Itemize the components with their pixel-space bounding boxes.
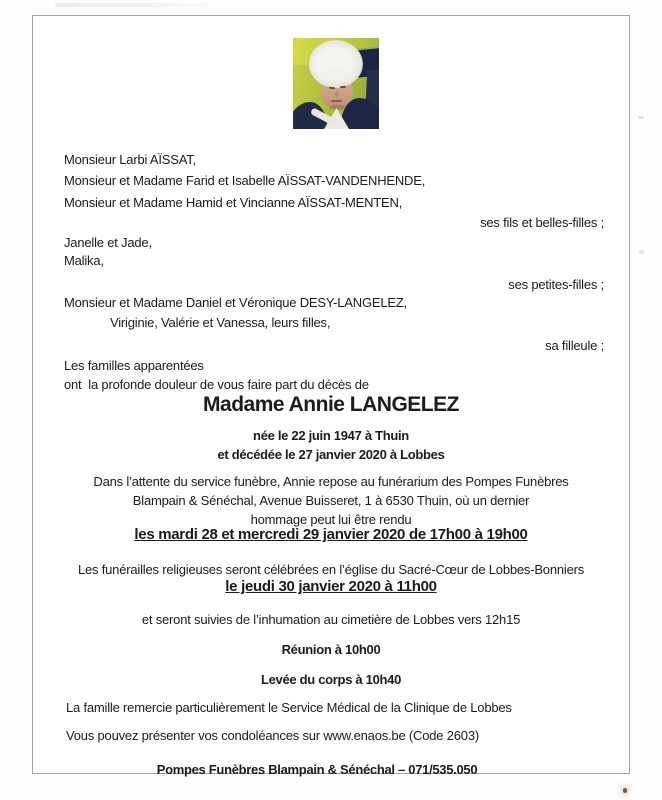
relation-label-sons: ses fils et belles-filles ;: [480, 215, 604, 230]
burial-line: et seront suivies de l’inhumation au cimetière de Lobbes vers 12h15: [141, 612, 521, 627]
levee-line: Levée du corps à 10h40: [260, 672, 402, 687]
photo-eye-right: [340, 86, 346, 88]
photo-hair: [309, 40, 363, 88]
scan-speck: [639, 250, 644, 254]
announcement-line: ont la profonde douleur de vous faire part du décès de: [64, 377, 369, 392]
funerarium-line: Blampain & Sénéchal, Avenue Buisseret, 1 à 6530 Thuin, où un dernier: [132, 493, 530, 508]
goddaughter-daughters-line: Viriginie, Valérie et Vanessa, leurs filles,: [110, 315, 331, 330]
scan-speck: [638, 116, 644, 119]
granddaughter-line: Janelle et Jade,: [64, 235, 152, 250]
sons-block: [64, 149, 425, 213]
photo-hair-fringe: [320, 69, 354, 80]
deceased-name: Madame Annie LANGELEZ: [203, 393, 459, 416]
scan-smudge: [55, 3, 230, 7]
relative-line: Monsieur Larbi AÏSSAT,: [64, 152, 196, 167]
relative-line: Monsieur et Madame Hamid et Vincianne AÏSSAT-MENTEN,: [64, 194, 403, 210]
funeral-church-line: Les funérailles religieuses seront célébrées en l’église du Sacré-Cœur de Lobbes-Bonniers: [77, 562, 585, 577]
birth-line: née le 22 juin 1947 à Thuin: [253, 428, 409, 443]
photo-mouth: [331, 100, 342, 102]
photo-chin-shadow: [330, 105, 345, 110]
portrait-photo: [293, 38, 379, 129]
granddaughter-line: Malika,: [64, 253, 104, 268]
relation-label-granddaughters: ses petites-filles ;: [508, 277, 604, 292]
funerarium-line: hommage peut lui être rendu: [250, 512, 412, 527]
relative-line: Monsieur et Madame Farid et Isabelle AÏSSAT-VANDENHENDE,: [64, 173, 426, 189]
visiting-hours-line: les mardi 28 et mercredi 29 janvier 2020 de 17h00 à 19h00: [134, 526, 528, 543]
condolences-line: Vous pouvez présenter vos condoléances sur www.enaos.be (Code 2603): [66, 728, 479, 743]
notice-sheet: [32, 15, 630, 777]
undertaker-line: Pompes Funèbres Blampain & Sénéchal – 071/535.050: [156, 762, 478, 777]
scan-speck: [623, 788, 627, 793]
meeting-line: Réunion à 10h00: [281, 642, 381, 657]
death-line: et décédée le 27 janvier 2020 à Lobbes: [217, 447, 445, 462]
funerarium-line: Dans l’attente du service funèbre, Annie repose au funérarium des Pompes Funèbres: [93, 474, 569, 489]
thanks-line: La famille remercie particulièrement le Service Médical de la Clinique de Lobbes: [66, 700, 512, 715]
funeral-datetime-line: le jeudi 30 janvier 2020 à 11h00: [225, 578, 437, 595]
families-line: Les familles apparentées: [64, 358, 204, 373]
funerarium-paragraph: [33, 472, 629, 529]
goddaughter-line: Monsieur et Madame Daniel et Véronique DESY-LANGELEZ,: [64, 295, 407, 310]
photo-nose: [335, 91, 339, 97]
relation-label-goddaughter: sa filleule ;: [545, 338, 604, 353]
